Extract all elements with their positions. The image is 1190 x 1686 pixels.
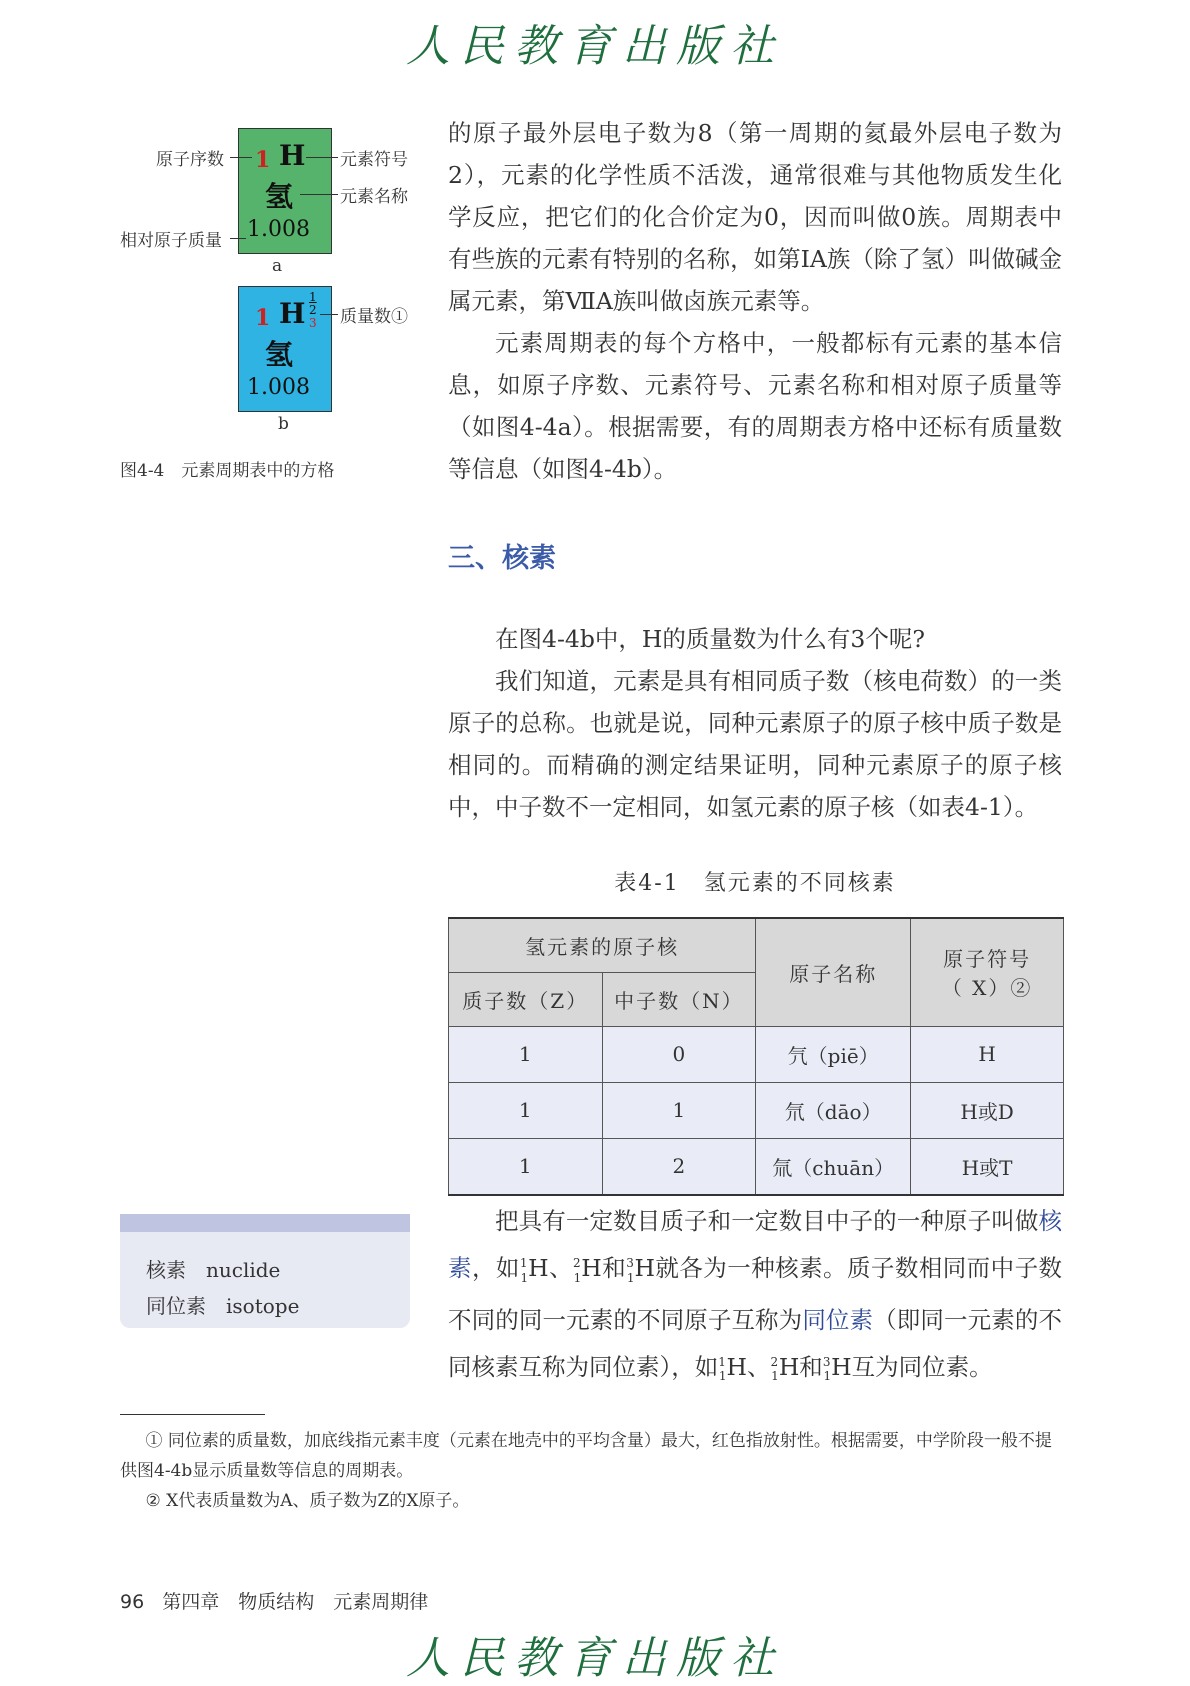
- nuclide-table: [448, 917, 1064, 1196]
- cell-z: 1: [449, 1082, 603, 1138]
- figure-label-a: a: [272, 256, 283, 276]
- nuclide-alt: 或T: [979, 1155, 1013, 1180]
- footnote-2: ② X代表质量数为A、质子数为Z的X原子。: [145, 1491, 470, 1511]
- element-cell-a: [238, 128, 332, 254]
- publisher-logo: 人民教育出版社: [406, 21, 784, 72]
- atomic-number: 1: [255, 147, 271, 173]
- table-caption: 表4-1 氢元素的不同核素: [614, 871, 896, 896]
- relative-mass: 1.008: [247, 217, 310, 242]
- chapter-title: 第四章 物质结构 元素周期律: [162, 1591, 429, 1613]
- mass-number-2: 2: [309, 303, 317, 317]
- cell-symbol: [911, 1026, 1064, 1082]
- label-element-name: 元素名称: [340, 187, 408, 207]
- cell-z: 1: [449, 1138, 603, 1195]
- mass-number-3: 3: [309, 316, 317, 330]
- leader-line: [230, 157, 252, 158]
- footnote-rule: [120, 1414, 265, 1415]
- table-row: [449, 1026, 1064, 1082]
- nuclide-symbol: H: [961, 1155, 980, 1180]
- table-row: [449, 1138, 1064, 1195]
- cell-n: 1: [602, 1082, 756, 1138]
- table-row: [449, 1082, 1064, 1138]
- leader-line: [320, 314, 338, 315]
- paragraph: 元素周期表的每个方格中，一般都标有元素的基本信息，如原子序数、元素符号、元素名称和相对原子质量等（如图4-4a）。根据需要，有的周期表方格中还标有质量数等信息（如图4-4b）。: [448, 329, 1062, 483]
- paragraph: 我们知道，元素是具有相同质子数（核电荷数）的一类原子的总称。也就是说，同种元素原子的原子核中质子数是相同的。而精确的测定结果证明，同种元素原子的原子核中，中子数不一定相同，如氢元素的原子核（如表4-1）。: [448, 667, 1062, 821]
- leader-line: [230, 238, 246, 239]
- glossary-term: 核素: [146, 1258, 186, 1282]
- text-block-1: [448, 112, 1062, 490]
- page-footer: [120, 1587, 428, 1614]
- label-atomic-number: 原子序数: [156, 150, 224, 170]
- symbol-header-sub: （ X）②: [941, 976, 1033, 1001]
- element-name: 氢: [265, 338, 294, 371]
- glossary-bar: [120, 1214, 410, 1232]
- nuclide-alt: 或D: [977, 1099, 1014, 1124]
- atomic-number: 1: [255, 305, 271, 331]
- text-block-3: [448, 1200, 1062, 1397]
- relative-mass: 1.008: [247, 375, 310, 400]
- text-block-2: [448, 618, 1062, 828]
- leader-line: [300, 194, 338, 195]
- table-header-name: 原子名称: [756, 918, 911, 1026]
- footnote-1: ① 同位素的质量数，加底线指元素丰度（元素在地壳中的平均含量）最大，红色指放射性。根据需要，中学阶段一般不提供图4-4b显示质量数等信息的周期表。: [120, 1431, 1052, 1481]
- table-header-symbol: [911, 918, 1064, 1026]
- table-header-z: 质子数（Z）: [449, 972, 603, 1026]
- table-header-n: 中子数（N）: [602, 972, 756, 1026]
- cell-name: 氘（dāo）: [756, 1082, 911, 1138]
- mass-number-1: 1: [309, 290, 317, 304]
- cell-symbol: [911, 1082, 1064, 1138]
- cell-n: 0: [602, 1026, 756, 1082]
- label-relative-mass: 相对原子质量: [120, 231, 222, 251]
- publisher-logo-bottom: 人民教育出版社: [406, 1633, 784, 1684]
- symbol-header-text: 原子符号: [943, 947, 1032, 972]
- nuclide-symbol: H: [978, 1042, 996, 1066]
- cell-z: 1: [449, 1026, 603, 1082]
- element-name: 氢: [265, 180, 294, 213]
- paragraph: 的原子最外层电子数为8（第一周期的氦最外层电子数为2），元素的化学性质不活泼，通常很难与其他物质发生化学反应，把它们的化合价定为0，因而叫做0族。周期表中有些族的元素有特别的名称，如第ⅠA族（除了氢）叫做碱金属元素，第ⅦA族叫做卤族元素等。: [448, 119, 1062, 315]
- cell-name: 氕（piē）: [756, 1026, 911, 1082]
- section-title: 三、核素: [448, 543, 556, 574]
- glossary-term: 同位素: [146, 1294, 206, 1318]
- cell-n: 2: [602, 1138, 756, 1195]
- label-element-symbol: 元素符号: [340, 150, 408, 170]
- nuclide-symbol: H: [960, 1099, 978, 1124]
- element-symbol: H: [279, 139, 306, 172]
- paragraph: 在图4-4b中，H的质量数为什么有3个呢?: [495, 625, 925, 653]
- figure-caption: 图4-4 元素周期表中的方格: [120, 461, 335, 481]
- keyword-nuclide: 核素: [448, 1207, 1062, 1282]
- label-mass-number: 质量数①: [340, 307, 408, 327]
- glossary-en: isotope: [226, 1294, 300, 1318]
- page-number: 96: [120, 1591, 145, 1613]
- element-cell-b: [238, 286, 332, 412]
- glossary-item: [146, 1290, 299, 1319]
- cell-name: 氚（chuān）: [756, 1138, 911, 1195]
- table-header-group: 氢元素的原子核: [449, 918, 756, 972]
- keyword-isotope: 同位素: [802, 1305, 874, 1334]
- leader-line: [306, 157, 338, 158]
- cell-symbol: [911, 1138, 1064, 1195]
- paragraph: 把具有一定数目质子和一定数目中子的一种原子叫做核素，如$^1_1$H、$^2_1$H和$^3_1$H就各为一种核素。质子数相同而中子数不同的同一元素的不同原子互称为同位素（即同一元素的不同核素互称为同位素），如$^1_1$H、$^2_1$H和$^3_1$H互为同位素。: [448, 1207, 1063, 1384]
- glossary-item: [146, 1254, 280, 1283]
- figure-label-b: b: [278, 414, 289, 434]
- element-symbol: H: [279, 297, 306, 330]
- glossary-en: nuclide: [206, 1258, 281, 1282]
